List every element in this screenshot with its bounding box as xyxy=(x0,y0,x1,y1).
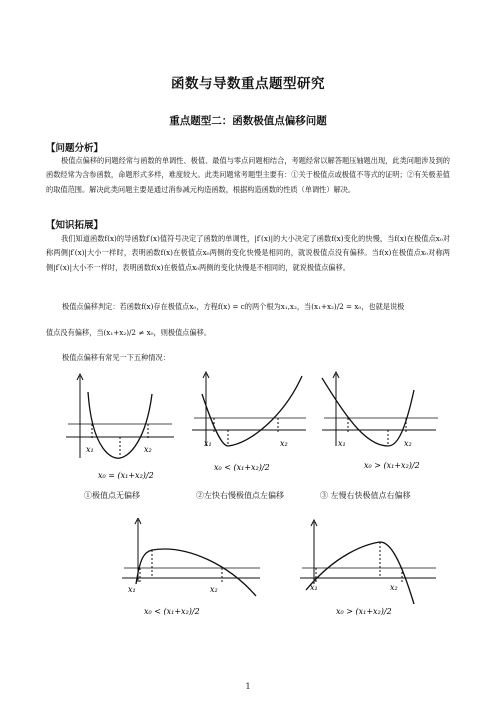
label-x2: x₂ xyxy=(144,445,152,454)
knowledge-heading: 【知识拓展】 xyxy=(46,220,104,231)
curve xyxy=(202,376,302,446)
label-x1: x₁ xyxy=(338,439,346,448)
formula: x₀ = (x₁+x₂)/2 xyxy=(98,471,154,480)
caption-fig3: ③ 左慢右快极值点右偏移 xyxy=(320,491,411,500)
label-x1: x₁ xyxy=(86,445,94,454)
formula: x₀ < (x₁+x₂)/2 xyxy=(144,607,200,616)
figure-no-shift xyxy=(62,370,182,490)
formula: x₀ > (x₁+x₂)/2 xyxy=(364,461,420,470)
label-x2: x₂ xyxy=(404,439,412,448)
problem-analysis-text: 极值点偏移的问题经常与函数的单调性、极值、最值与零点问题相结合，考题经常以解答题压轴题出现，此类问题涉及到的函数经常为含参函数，命题形式多样，难度较大。此类问题常考题型主要有：①关于极值点或极值不等式的证明；②有关极差值的取值范围。解决此类问题主要是通过消参减元构造函数，根据构造函数的性质（单调性）解决。 xyxy=(46,156,450,194)
figure-left-shift xyxy=(188,370,312,490)
figure-bottom-right xyxy=(296,518,442,622)
knowledge-text: 我们知道函数f(x)的导函数f′(x)值符号决定了函数的单调性，|f′(x)|的大小决定了函数f(x)变化的快慢，当f(x)在极值点x₀对称两侧|f′(x)|大小一样时，表明函数f(x)在极值点x₀两侧的变化快慢是相同的，就说极值点没有偏移。当f(x)在极值点x₀对称两侧|f′(x)|大小不一样时，表明函数f(x)在极值点x₀两侧的变化快慢是不相同的，就说极值点偏移。 xyxy=(46,234,450,272)
curve xyxy=(88,392,152,458)
page-number: 1 xyxy=(245,682,251,691)
label-x1: x₁ xyxy=(128,585,136,594)
figure-bottom-left xyxy=(114,518,264,622)
page-title: 函数与导数重点题型研究 xyxy=(171,76,325,92)
judge-line-2: 值点没有偏移，当(x₁+x₂)/2 ≠ x₀，则极值点偏移。 xyxy=(46,328,212,337)
label-x2: x₂ xyxy=(390,583,398,592)
label-x2: x₂ xyxy=(280,439,288,448)
label-x1: x₁ xyxy=(310,583,318,592)
formula: x₀ > (x₁+x₂)/2 xyxy=(336,607,392,616)
section-subtitle: 重点题型二：函数极值点偏移问题 xyxy=(169,115,327,127)
judge-line-1: 极值点偏移判定：若函数f(x)存在极值点x₀，方程f(x) = c的两个根为x₁,x₂，当(x₁+x₂)/2 = x₀，也就是说极 xyxy=(62,302,405,311)
problem-analysis-heading: 【问题分析】 xyxy=(46,143,104,154)
label-x2: x₂ xyxy=(210,585,218,594)
figure-right-shift xyxy=(314,370,440,490)
label-x1: x₁ xyxy=(204,439,212,448)
curve xyxy=(136,549,256,596)
cases-intro: 极值点偏移有常见一下五种情况： xyxy=(62,353,170,362)
caption-fig1: ①极值点无偏移 xyxy=(84,491,140,500)
curve xyxy=(306,542,414,604)
formula: x₀ < (x₁+x₂)/2 xyxy=(214,463,270,472)
caption-fig2: ②左快右慢极值点左偏移 xyxy=(196,491,284,500)
